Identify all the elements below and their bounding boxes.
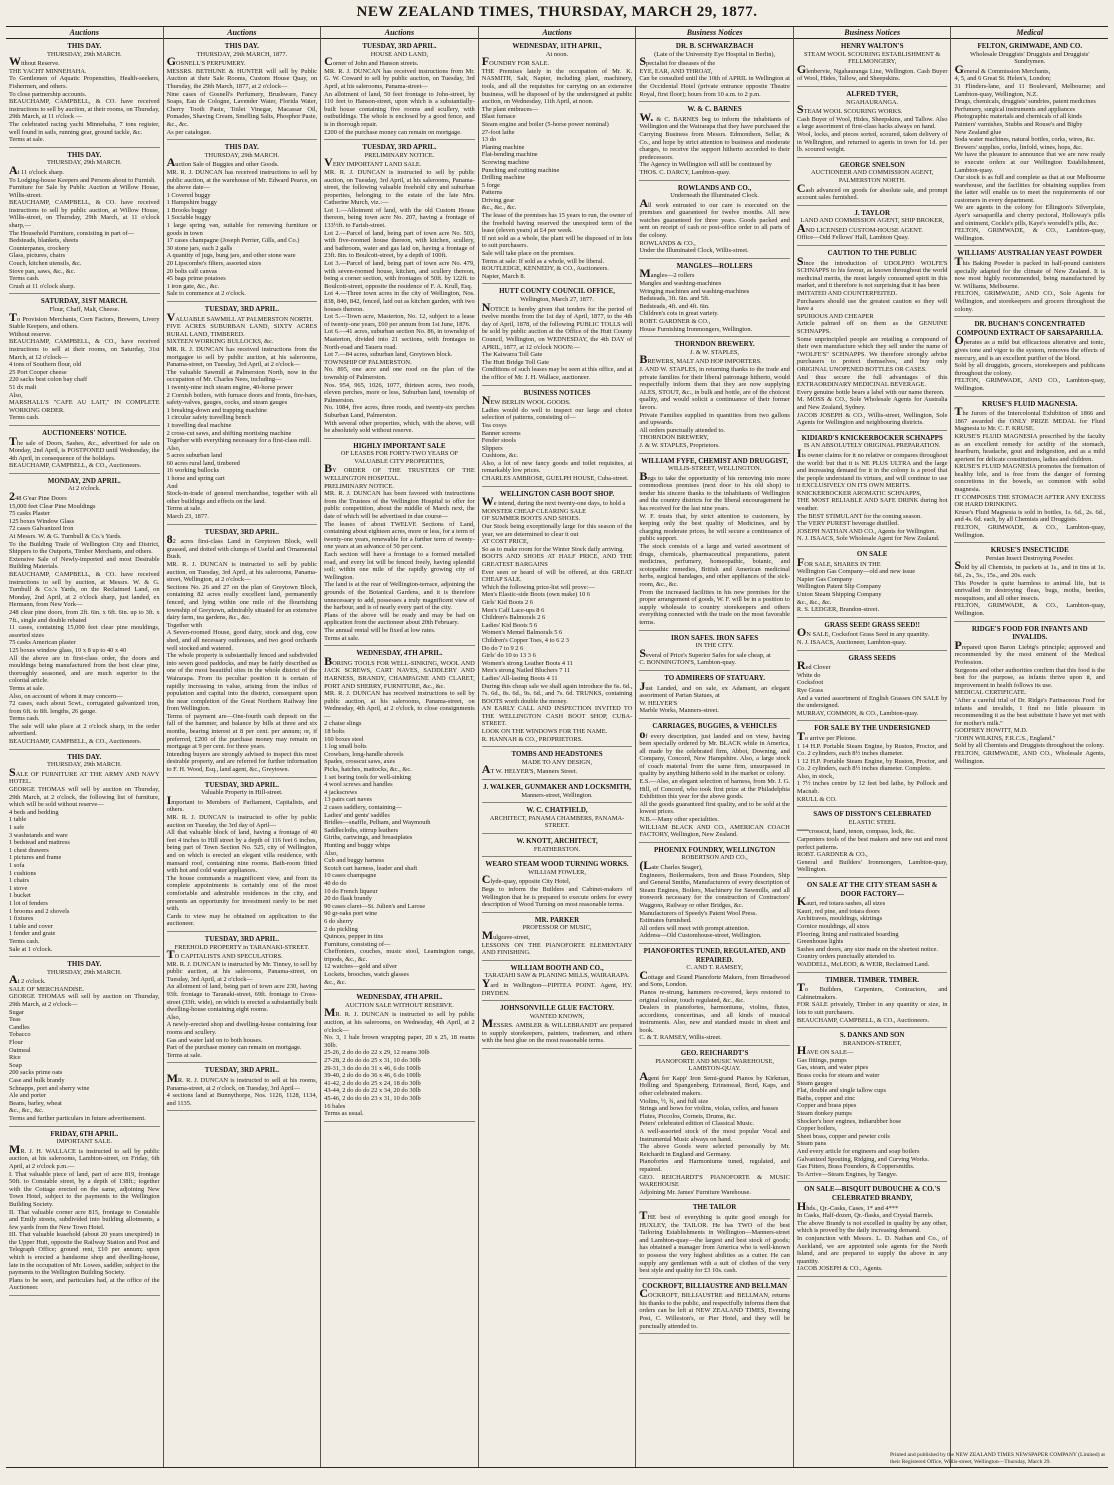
advertisement <box>797 810 948 878</box>
ad-body: Several of Price's Superior Safes for sale cheap, at C. BONNINGTON'S, Lambton-quay. <box>639 645 771 667</box>
ad-title: TUESDAY, 3RD APRIL. <box>204 527 279 536</box>
ad-body: Sold by all Chemists, in packets at 1s., and in tins at 1s. 6d., 2s., 5s., 15s., and 20s. each. This Powder is quite harmless to animal life, but is unrivalled in destroying fleas, bugs, moths, beetles, mosquitoes, and all other insects. FELTON, GRIMWADE, & CO., Lambton-quay, Wellington. <box>954 558 1106 617</box>
ad-body: MR. J. H. WALLACE is instructed to sell by public auction, at his salerooms, Lambton-street, on Friday, 6th April, at 2 o'clock p.m.— I. That valuable piece of land, part of acre 819, frontage 50ft. to Constable street, by a depth of 138ft.; together with the Cottage erected on the same, adjoining New Town Hotel, subject to the payments to the Wellington Building Society. II. That valuable corner acre 815, frontage to Constable and Emily streets, subdivided into building allotments, a few yards from the New Town Hotel. III. That valuable leasehold (about 20 years unexpired) in the Upper Hutt, opposite the Railway Station and Post and Telegraph Office; ground rent, £10 per annum; upon which is erected a handsome shop and dwelling-house, late in the occupation of Mr. Lowes, saddler, subject to the payments to the Wellington Building Society. Plans to be seen, and particulars had, at the office of the Auctioneer. <box>9 1141 160 1292</box>
column-header: Auctions <box>6 27 163 39</box>
ad-title: FELTON, GRIMWADE, AND CO. <box>977 42 1083 50</box>
ad-body: 248 G'ear Pine Doors 15,000 feet Clear Pine Mouldings 75 casks Plaster 125 boxes Window Glass 72 cases Galvanized Iron At Messrs. W. & G. Turnbull & Co.'s Yards. To the Building Trade of Wellington City and District, Shippers to the Outports, Timber Merchants, and others. Extensive Sale of Newly-imported and most Desirable Building Materials. BEAUCHAMP, CAMPBELL, & CO. have received instructions to sell by auction, at Messrs. W. & G. Turnbull & Co.'s Yards, on the Reclaimed Land, on Monday, 2nd April, at 2 o'clock sharp, just landed, ex Hermann, from New York— 248 clear pine doors, from 2ft. 6in. x 6ft. 6in. up to 3ft. x 7ft., single and double rebated 11 cases, containing 15,000 feet clear pine mouldings, assorted sizes 75 casks American plaster 125 boxes window glass, 10 x 8 up to 40 x 40 All the above are in first-class order, the doors and mouldings being manufactured from the best clear pine, thoroughly seasoned, and are much superior to the colonial article. Terms at sale. Also, on account of whom it may concern— 72 cases, each about 5cwt., corrugated galvanized iron, from 6ft. to 8ft. lengths, 26 gauge. Terms cash. The sale will take place at 2 o'clock sharp, in the order advertised. BEAUCHAMP, CAMPBELL, & CO., Auctioneers. <box>9 489 160 746</box>
advertisement <box>482 837 633 857</box>
advertisement <box>9 753 160 957</box>
advertisement <box>9 477 160 750</box>
ad-body: Yard in Wellington—PIPITEA POINT. Agent, HY. DRYDEN. <box>481 975 633 997</box>
ad-body: Cash advanced on goods for absolute sale, and prompt account sales furnished. <box>796 180 948 202</box>
ad-sub: NGAHAURANGA. <box>846 98 899 106</box>
ad-title: WILLIAM BOOTH AND CO., <box>510 963 604 972</box>
ad-body: Auction Sale of Buggies and other Goods. MR. R. J. DUNCAN has received instructions to sell by public auction, at the warehouse of Mr. Edward Pearce, on the above date— 1 Covered buggy 1 Hampshire buggy 1 Brooks buggy 1 Sociable buggy 1 large spring van, suitable for removing furniture or goods in town 17 cases champagne (Joseph Perrier, Gills, and Co.) 30 stone jars, each 2 galls A quantity of jugs, bung jars, and other stone ware 20 Lipscombe's filters, assorted sizes 20 bolts calf canvas 45 bags prime potatoes 1 iron gate, &c., &c. Sale to commence at 2 o'clock. <box>166 155 318 298</box>
ad-body: COCKROFT, BILLIAUSTRE and BELLMAN, returns his thanks to the public, and respectfully informs them that orders can be left at NEW ZEALAND TIMES, Evening Post, C. Willeston's, or Pier Hotel, and they will be punctually attended to. <box>639 1286 790 1330</box>
ad-sub: FREEHOLD PROPERTY in TARANAKI-STREET. <box>174 943 310 951</box>
column-3 <box>320 27 478 1467</box>
ad-title: PIANOFORTES TUNED, REGULATED, AND REPAIRED. <box>643 946 786 964</box>
ad-body: 82 acres first-class Land in Greytown Block, well grassed, and dotted with clumps of Useful and Ornamental Bush. MR. R. J. DUNCAN is instructed to sell by public auction, on Tuesday, 3rd April, at his salerooms, Panama-street, Wellington, at 2 o'clock— Sections No. 26 and 27 on the plan of Greytown Block, containing 82 acres really excellent land, permanently fenced, and lying within one mile of the flourishing township of Greytown, admirably situated for an extensive dairy farm, tea gardens, &c., &c. Together with A Seven-roomed House, good dairy, stock and dog, cow shed, and all necessary outhouses, and two good orchards well stocked and watered. The whole property is substantially fenced and subdivided into seven good paddocks, and may be fairly described as one of the most beautiful sites in the whole district of the Wairarapa. From its peculiar position it is certain of rapidly increasing in value, arising from the influx of population and capital into the district, consequent upon the near completion of the Great Northern Railway line from Wellington. Terms of payment are—One-fourth cash deposit on the fall of the hammer, and balance by bills at three and six months, bearing interest at 8 per cent. per annum; or, if preferred, £200 of the purchase money may remain on mortgage at 9 per cent. for three years. Intending buyers are strongly advised to inspect this most desirable property, and are referred for further information to F. H. Wood, Esq., land agent, &c., Greytown. <box>166 532 318 774</box>
column-2 <box>163 27 321 1467</box>
ad-body: SALE OF FURNITURE AT THE ARMY AND NAVY HOTEL. GEORGE THOMAS will sell by auction on Thursday, 29th March, at 2 o'clock, the following list of furniture, which will be sold without reserve— 4 beds and bedding 1 table 1 safe 3 washstands and ware 1 bedstead and mattress 1 chest drawers 1 pictures and frame 1 sofa 1 cushions 1 chairs 1 stove 1 bucket 1 lot of fenders 1 brooms and 2 shovels 1 fixtures 1 table and cover 1 fender and grate Terms cash. Sale at 1 o'clock. <box>9 764 160 953</box>
advertisement <box>954 625 1105 770</box>
ad-body: Hhds., Qr.-Casks, Cases, 1* and 4*** In Casks, Half-dozen, Qr.-flasks, and Crystal Barrels. The above Brandy is not excelled in quality by any other, which is proved by the daily increasing demand. In conjunction with Messrs. L. D. Nathan and Co., of Auckland, we are appointed sole agents for the North Island, and are prepared to supply the above in any quantity. JACOB JOSEPH & CO., Agents. <box>796 1198 948 1273</box>
column-1 <box>6 27 163 1467</box>
advertisement <box>482 806 633 834</box>
ad-body: Its owner claims for it no relative or compares throughout the world: but that it is NE PLUS ULTRA and the large and increasing demand for it in the colony is a proof that the people understand its virtues, and will continue to use it EXCLUSIVELY ON ITS OWN MERITS. KNICKERBOCKER AROMATIC SCHNAPPS, THE MOST RELIABLE AND SAFE DRINK during hot weather. The BEST STIMULANT for the coming season. The VERY PUREST beverage distilled. JOSEPH NATHAN AND CO., Agents for Wellington. N. J. ISAACS, Sole Wholesale Agent for New Zealand. <box>796 445 948 543</box>
ad-body: FOUNDRY FOR SALE. THE Premises lately in the occupation of Mr. K. NASMITH, Salt, Napier, including plant, machinery, tools, and all the requisites for carrying on an extensive business, will be disposed of by the undersigned at public auction, on Wednesday, 11th April, at noon. The plant embraces— Blast furnace Steam engine and boiler (5-horse power nominal) 27-foot lathe 13 do Planing machine Flat-bending machine Screwing machine Punching and cutting machine Drilling machine 5 forge Patterns Driving gear &c., &c., &c. The lease of the premises has 15 years to run, the owner of the freehold having reserved the unexpired term of the lease (eleven years) at £4 per week. If not sold as a whole, the plant will be disposed of in lots to suit purchasers. Sale will take place on the premises. Terms at sale: If sold as a whole, will be liberal. ROUTLEDGE, KENNEDY, & CO., Auctioneers. Napier, March 8. <box>481 54 633 280</box>
ad-sub: C. AND T. RAMSEY, <box>686 964 743 972</box>
ad-sub: THURSDAY, 29th MARCH. <box>47 968 122 976</box>
ad-title: ON SALE AT THE CITY STEAM SASH & DOOR FACTORY— <box>806 881 938 898</box>
advertisement <box>639 1282 790 1335</box>
ad-sub: (Late of the University Eye Hospital in Berlin), <box>654 50 776 58</box>
ad-body: of every description, just landed and on view, having been specially ordered by Mr. BLACK while in America, all made by the celebrated firm, Abbot, Downing, and Company, Concord, New Hampshire. Also, a large stock of coach material from the same firm, unsurpassed in quality by anything hitherto sold in the market or colony. E.S.—Also, an elegant selection of harness, from Mr. J. G. Hill, of Concord, who took first prize at the Philadelphia Exhibition this year for the above goods. All the goods guaranteed first quality, and to be sold at the lowest prices. N.B.—Many other specialities. WILLIAM BLACK AND CO., AMERICAN COACH FACTORY, Wellington, New Zealand. <box>639 726 790 839</box>
ad-body: ON SALE, Cocksfoot Grass Seed in any quantity. N. J. ISAACS, Auctioneer, Lambton-quay. <box>796 625 930 646</box>
ad-title: DR. BUCHAN'S CONCENTRATED COMPOUND EXTRACT OF SARSAPARILLA. <box>956 320 1103 337</box>
ad-title: THE TAILOR <box>692 1203 737 1212</box>
advertisement <box>482 916 633 961</box>
column-header: Business Notices <box>636 27 793 39</box>
ad-body: Glenbervie, Ngahauranga Line, Wellington. Cash Buyer of Wool, Hides, Tallow, and Sheepskins. <box>796 61 948 83</box>
ad-title: HENRY WALTON'S <box>840 42 904 50</box>
ad-title: TUESDAY, 3RD APRIL. <box>204 780 279 789</box>
ad-sub: PIANOFORTE AND MUSIC WAREHOUSE, LAMBTON-QUAY. <box>655 1057 774 1073</box>
advertisement <box>482 389 633 487</box>
advertisement <box>954 249 1105 317</box>
advertisement <box>797 654 948 722</box>
ad-sub: At noon. <box>545 50 569 58</box>
column-6 <box>793 27 951 1467</box>
ad-title: WELLINGTON CASH BOOT SHOP. <box>499 489 615 498</box>
advertisement <box>167 42 318 140</box>
advertisement <box>797 1031 948 1182</box>
ad-body: Mulgrave-street, LESSONS ON THE PIANOFORTE ELEMENTARY AND FINISHING. <box>481 927 633 957</box>
ad-sub: ELASTIC STEEL <box>848 818 896 826</box>
ad-sub: Wellington, March 27, 1877. <box>520 296 594 303</box>
ad-body: Red Clover White do Cocksfoot Rye Grass And a varied assortment of English Grasses ON SALE by the undersigned. MURRAY, COMMON, & CO., Lambton-quay. <box>796 658 948 717</box>
ad-body: HAVE ON SALE— Gas fittings, pumps Gas, steam, and water pipes Brass cocks for steam and water Steam gauges Flat, double and single tallow cups Baths, copper and zinc Copper and brass pipes Steam donkey pumps Shocker's beer engines, indiarubber hose Copper boilers, Sheet brass, copper and pewter coils Steam pans And every article for engineers and soap boilers Galvanized Spouting, Ridging, and Curving Works. Gas Fitters, Brass Founders, & Coppersmiths. To Arrive—Steam Engines, by Tangye. <box>796 1043 930 1178</box>
ad-title: THORNDON BREWERY. <box>674 340 755 349</box>
ad-body: We intend, during the next twenty-one days, to hold a MONSTER CHEAP CLEARING SALE OF SUMMER BOOTS AND SHOES. Our Stock being exceptionally large for this season of the year, we are determined to clear it out AT COST PRICE, So as to make room for the Winter Stock daily arriving. BOOTS AND SHOES AT HALF PRICE, AND THE GREATEST BARGAINS Ever seen or heard of will be offered, at this GREAT CHEAP SALE. Which the following price-list will prove:— Men's Elastic-side Boots (own make) 10 6 Girls' Kid Boots 2 6 Men's Calf Lace-ups 8 6 Children's Balmorals 2 6 Ladies' Kid Boots 5 6 Women's Memel Balmorals 5 6 Children's Copper Toes, 4 to 6 2 3 Do do 7 to 9 2 6 Girls' do 10 to 13 3 6 Women's strong Leather Boots 4 11 Men's strong Nailed Bluchers 7 11 Ladies' All-lasting Boots 4 11 During this cheap sale we shall again introduce the 6s. 6d., 7s. 6d., 8s. 6d., 9s. 6d., and 7s. 6d. TRUNKS, containing BOOTS worth double the money. AN EARLY CALL AND INSPECTION INVITED TO THE WELLINGTON CASH BOOT SHOP, CUBA-STREET. LOOK ON THE WINDOWS FOR THE NAME. R. HANNAH & CO., PROPRIETORS. <box>481 494 633 743</box>
ad-body: Begs to take the opportunity of his removing into more commodious premises (next door to his old shop) to tender his sincere thanks to the inhabitants of Wellington and the country districts for the liberal encouragement he has received for the last nine years. W. F. trusts that, by strict attention to customers, by keeping only the best quality of Medicines, and by charging moderate prices, he will secure a continuance of public support. The stock consists of a large and varied assortment of drugs, chemicals, pharmaceutical preparations, patent medicines, perfumery, homeopathic, botanic, and scotopathic remedies, British and American medicinal herbs, surgical bandages, and other appliances of the sick-room, &c., &c. From the increased facilities in his new premises for the proper arrangement of goods, W. F. will be in a position to supply wholesale to country storekeepers and others everything connected with the trade on the most favorable terms. <box>639 468 790 626</box>
ad-body: Kauri, red totara sashes, all sizes Kauri, red pine, and totara doors Architraves, mouldings, skirtings Cornice mouldings, all sizes Flooring, lining and rusticated boarding Greenhouse lights Sashes and doors, any size made on the shortest notice. Country orders punctually attended to. WADDELL, McLEOD, & WEIR, Reclaimed Land. <box>796 894 938 968</box>
masthead: NEW ZEALAND TIMES, THURSDAY, MARCH 29, 1877. <box>356 4 758 20</box>
ad-title: DR. B. SCHWARZBACH <box>675 42 754 50</box>
ad-title: TUESDAY, 3RD APRIL. <box>362 143 437 152</box>
ad-body: MESSRS. AMBLER & WILLEBRANDT are prepared to supply storekeepers, painters, tradesmen, and others with the best glue on the most reasonable terms. <box>481 1016 633 1045</box>
ad-body: This Baking Powder is packed in half-pound canisters specially adapted for the climate of New Zealand. It is now most highly recommended, being manufactured by W. Williams, Melbourne. FELTON, GRIMWADE, AND CO., Sole Agents for Wellington, and storekeepers and grocers throughout the colony. <box>954 254 1106 313</box>
ad-body: Operates as a mild but efficacious alterative and tonic, gives tone and vigor to the system, removes the effects of mercury, and is an excellent purifier of the blood. Sold by all druggists, grocers, storekeepers and publicans throughout the colony. FELTON, GRIMWADE, AND CO., Lambton-quay, Wellington. <box>954 333 1106 392</box>
ad-sub: ARCHITECT, PANAMA CHAMBERS, PANAMA-STREET. <box>489 814 625 830</box>
ad-body: Just Landed, and on sale, ex Adamant, an elegant assortment of Parian Statues, at W. HELYER'S Marble Works, Manners-street. <box>639 678 790 715</box>
ad-title: JOHNSONVILLE GLUE FACTORY. <box>500 1004 614 1013</box>
ad-sub: Manners-street, Wellington. <box>521 791 593 799</box>
advertisement <box>324 993 475 1122</box>
advertisement <box>954 42 1105 246</box>
ad-title: GEO. REICHARDT'S <box>680 1049 749 1058</box>
ad-body: THE best of everything is quite good enough for HUXLEY, the TAILOR. He has TWO of the best Tailoring Establishments in Wellington—Manners-street and Lambton-quay—the largest and best stock of goods; has obtained a manager from America who is well-known to possess the very highest abilities as a cutter. He can supply any gentleman with a suit of clothes of the very best style and quality for £3 10s. cash. <box>639 1207 790 1275</box>
ad-sub: TARATAHI SAW & PLANING MILLS, WAIRARAPA. <box>484 972 630 980</box>
ad-sub: J. & W. STAPLES, <box>690 348 740 356</box>
advertisement <box>954 320 1105 396</box>
ad-title: THIS DAY. <box>224 42 259 50</box>
advertisement <box>482 42 633 284</box>
ad-sub: OF LEASES FOR FORTY-TWO YEARS OF VALUABLE CITY PROPERTIES, <box>340 450 459 465</box>
ad-title: THIS DAY. <box>67 960 102 969</box>
ad-body: Agent for Kapp' Iron Semi-grand Pianos by Kirkman, Holling and Spangenberg, Erinsmead, Bord, Kaps, and other celebrated makers. Violins, ½, ¾, and full size Strings and bows for violins, violas, cellos, and basses Flutes, Piccolos, Cornets, Drums, &c. Peters' celebrated edition of Classical Music. A well-assorted stock of the most popular Vocal and Instrumental Music always on hand. The above Goods were selected personally by Mr. Reichardt in England and Germany. Pianofortes and Harmoniums tuned, regulated, and repaired. GEO. REICHARDT'S PIANOFORTE & MUSIC WAREHOUSE Adjoining Mr. James' Furniture Warehouse. <box>639 1068 790 1196</box>
ad-body: Cottage and Grand Pianoforte Makers, from Broadwood and Sons, London. Pianos re-strung, hammers re-covered, keys restored to original colour, touch regulated, &c., &c. Dealers in pianofortes, harmoniums, violins, flutes, accordions, concertinas, and all kinds of musical instruments. Also, new and standard music in sheet and book. C. & T. RAMSEY, Willis-street. <box>639 967 790 1042</box>
ad-title: RIDGE'S FOOD FOR INFANTS AND INVALIDS. <box>971 624 1088 642</box>
ad-title: J. WALKER, GUNMAKER AND LOCKSMITH, <box>483 783 631 792</box>
column-5 <box>635 27 793 1467</box>
advertisement <box>639 634 790 671</box>
advertisement <box>639 262 790 337</box>
ad-title: MANGLES—ROLLERS <box>676 261 753 270</box>
ad-body: Mangles—2 rollers Mangles and washing-machines Wringing machines and washing-machines Bedsteads, 3ft. 6in. and 5ft. Bedsteads, 4ft. and 4ft. 6in. Children's cots in great variety. ROBT. GARDNER & CO., House Furnishing Ironmongers, Wellington. <box>639 266 753 333</box>
advertisement <box>482 860 633 913</box>
column-header: Auctions <box>479 27 636 39</box>
ad-title: KRUSE'S FLUID MAGNESIA. <box>982 399 1078 408</box>
ad-body: The sale of Doors, Sashes, &c., advertised for sale on Monday, 2nd April, is POSTPONED until Wednesday, the 4th April, in consequence of the holidays. BEAUCHAMP, CAMPBELL, & CO., Auctioneers. <box>9 433 160 470</box>
advertisement <box>797 550 948 618</box>
ad-body: To arrive per Pleione. 1 14 H.P. Portable Steam Engine, by Ruston, Proctor, and Co. 2 cylinders, each 8½ inches diameter. 1 12 H.P. Portable Steam Engine, by Ruston, Proctor, and Co. 2 cylinders, each 8½ inches diameter. Complete. Also, in stock, 1 7½ inches centre by 12 feet bed lathe, by Pollock and Macnab. KRULL & CO. <box>796 728 948 803</box>
newspaper-columns <box>6 26 1108 1468</box>
ad-body: Specialist for diseases of the EYE, EAR, AND THROAT, Can be consulted until the 10th of APRIL in Wellington at the Occidental Hotel (private entrance opposite Theatre Royal, first floor); hours from 10 a.m. to 2 p.m. <box>639 54 790 98</box>
ad-body: General & Commission Merchants, 4, 5, and 6 Great St. Helen's, London; 31 Flinders-lane, and 11 Boulevard, Melbourne; and Lambton-quay, Wellington, N.Z. Drugs, chemicals, druggists' sundries, patent medicines Perfumery, surgical instruments and appliances Photographic materials and chemicals of all kinds Painters' varnishes, Stubbs and Rouse's and Bigby New Zealand glue Soda water machines, natural bottles, corks, wires, &c. Brewers' supplies, corks, linfold, wines, hops, &c. We have the pleasure to announce that we are now ready to execute orders at our Wellington Establishment, Lambton-quay. Our stock is as full and complete as that at our Melbourne warehouse, and the facilities for obtaining supplies from the latter will enable us to meet the requirements of our customers in every department. We are agents in the colony for Ellington's Silverplate, Ayer's sarsaparilla and cherry pectoral, Holloway's pills and ointment, Cockle's pills, Kaye's worsdell's pills, &c. FELTON, GRIMWADE, & CO., Lambton-quay, Wellington. <box>954 61 1106 242</box>
advertisement <box>639 340 790 453</box>
ad-title: J. TAYLOR <box>854 208 891 217</box>
ad-title: ON SALE <box>856 550 888 559</box>
ad-title: WEARO STEAM WOOD TURNING WORKS. <box>485 860 629 869</box>
ad-body: AT W. HELYER'S, Manners Street. <box>481 762 578 777</box>
ad-title: HUTT COUNTY COUNCIL OFFICE, <box>499 287 615 296</box>
ad-sub: THURSDAY, 29th MARCH. <box>47 50 122 58</box>
ad-sub: IS AN ABSOLUTELY ORIGINAL PREPARATION. <box>803 442 941 450</box>
ad-body: The Jurors of the Intercolonial Exhibition of 1866 and 1867 awarded the ONLY PRIZE MEDAL for Fluid Magnesia to Mr. C. F. KRUSE. KRUSE'S FLUID MAGNESIA prescribed by the faculty as an excellent remedy for acidity of the stomach, heartburn, headache, gout and indigestion, and as a mild aperient for delicate constitutions, ladies and children. KRUSE'S FLUID MAGNESIA promotes the formation of healthy bile, and is free from the danger of forming concretions in the bowels, so common with solid magnesia. IT COMPOSES THE STOMACH AFTER ANY EXCESS OR HARD DRINKING. Kruse's Fluid Magnesia is sold in bottles, 1s. 6d., 2s. 6d., and 4s. 6d. each, by all Chemists and Druggists. FELTON, GRIMWADE, & CO., Lambton-quay, Wellington. <box>954 404 1106 539</box>
ad-body: STEAM WOOL SCOURING WORKS. Cash Buyer of Wool, Hides, Sheepskins, and Tallow. Also a large assortment of first-class hacks always on hand. Wool, locks, and pieces sorted, scoured, taken delivery of in Wellington, and returned to agents in town for 1d. per lb. scoured weight. <box>796 102 948 154</box>
advertisement <box>324 143 475 439</box>
ad-body: Without Reserve. THE YACHT MINNEHAHA. To Gentlemen of Aquatic Propensities, Health-seekers, Fishermen, and others. To close partnership accounts. BEAUCHAMP, CAMPBELL, & CO. have received instructions to sell by auction, at their rooms, on Thursday, 29th March, at 11 o'clock — The celebrated racing yacht Minnehaha, 7 tons register, well found in sails, running gear, ground tackle, &c. Terms at sale. <box>9 54 160 144</box>
ad-title: MONDAY, 2ND APRIL. <box>47 476 121 485</box>
ad-body: To Builders, Carpenters, Contractors, and Cabinetmakers. FOR SALE privately, Timber in any quantity or size, in lots to suit purchasers. BEAUCHAMP, CAMPBELL, & CO., Auctioneers. <box>796 980 948 1024</box>
ad-sub: IMPORTANT SALE. <box>56 1138 113 1146</box>
advertisement <box>639 947 790 1046</box>
ad-sub: MADE TO ANY DESIGN, <box>521 758 593 766</box>
ad-title: WEDNESDAY, 11TH APRIL, <box>512 42 602 50</box>
ad-title: GRASS SEED! GRASS SEED!! <box>824 620 920 629</box>
ad-body: GOSNELL'S PERFUMERY. MESSRS. BETHUNE & HUNTER will sell by Public Auction at their Sale Rooms, Custom House Quay, on Thursday, the 29th March, 1877, at 2 o'clock— Nine cases of Gosnell's Perfumery, Brushware, Fancy Soaps, Eau de Cologne, Lavender Water, Florida Water, Cherry Tooth Paste, Toilet Vinegar, Macassar Oil, Pomades, Shaving Cream, Smelling Salts, Phosphor Paste, &c., &c. As per catalogue. <box>166 54 318 136</box>
ad-title: WILLIAM FYFE, CHEMIST AND DRUGGIST, <box>641 456 788 465</box>
ad-title: FOR SALE BY THE UNDERSIGNED <box>814 724 931 733</box>
ad-body: Prepared upon Baron Liebig's principle; approved and recommended by the most eminent of the Medical Profession. Surgeons and other authorities confirm that this food is the best for the purpose, as infants thrive upon it, and improvement in health follows its use. MEDICAL CERTIFICATE. "After a careful trial of Dr. Ridge's Farinaceous Food for infants and invalids, I find no little pleasure in recommending it as the best substitute I have yet met with for mother's milk." GODFREY HOWITT, M.D. "JOHN WILKINS, F.R.C.S., England." Sold by all Chemists and Druggists throughout the colony. FELTON, GRIMWADE, AND CO., Wholesale Agents, Wellington. <box>954 637 1106 765</box>
ad-body: MR. R. J. DUNCAN is instructed to sell at his rooms, Panama-street, at 2 o'clock, on Tuesday, 3rd April— 4 sections land at Bunnythorpe, Nos. 1126, 1128, 1134, and 1135. <box>166 1071 318 1107</box>
ad-body: VERY IMPORTANT LAND SALE. MR. R. J. DUNCAN is instructed to sell by public auction, on Tuesday, 3rd April, at his salerooms, Panama-street, the following valuable freehold city and suburban properties, belonging to the estate of the late Mrs. Catherine Murch, viz.:— Lot 1.—Allotment of land, with the old Custom House thereon, being town acre No. 207, having a frontage of 133½ft. to Farish-street. Lot 2.—Parcel of land, being part of town acre No. 503, with five-roomed house thereon, with kitchen, scullery, and bathroom, water and gas laid on, having a frontage of 23ft. 8in. to Boulcott-street, by a depth of 100ft. Lot 3.—Parcel of land, being part of town acre No. 479, with seven-roomed house, kitchen, and scullery thereon, being a corner section, with frontages of 50ft. by 122ft. to Boulcott-street, opposite the residence of F. A. Krull, Esq. Lot 4.—Three town acres in the city of Wellington, Nos. 838, 840, 842, fenced, laid out as kitchen garden, with two houses thereon. Lot 5.—Town acre, Masterton, No. 12, subject to a lease of twenty-one years, £60 per annum from 1st June, 1876. Lot 6.—41 acres, suburban section No. 86, in township of Masterton, divided into 21 sections, with frontages to North-road and Taueru road. Lot 7.—84 acres, suburban land, Greytown block. TOWNSHIP OF PALMERSTON. No. 895, one acre and one rood on the plan of the township of Palmerston. Nos. 954, 965, 1026, 1077, thirteen acres, two roods, eleven perches, more or less, Suburban land, township of Palmerston. No. 1084, five acres, three roods, and twenty-six perches Suburban Land, Palmerston. With several other properties, which, with the above, will be absolutely sold without reserve. <box>324 155 475 435</box>
ad-body: Clyde-quay, opposite City Hotel, Begs to inform the Builders and Cabinet-makers of Wellington that he is prepared to execute orders for every description of Wood Turning on most reasonable terms. <box>481 872 633 909</box>
ad-title: TUESDAY, 3RD APRIL. <box>204 305 279 313</box>
ad-title: TUESDAY, 3RD APRIL. <box>204 934 279 943</box>
advertisement <box>639 42 790 102</box>
ad-sub: Persian Insect Destroying Powder. <box>985 554 1074 562</box>
advertisement <box>797 621 948 651</box>
advertisement <box>797 249 948 431</box>
ad-body: BY ORDER OF THE TRUSTEES OF THE WELLINGTON HOSPITAL. PRELIMINARY NOTICE. MR. R. J. DUNCAN has been favored with instructions from the Trustees of the Wellington Hospital to offer for public competition, about the middle of March next, the date of which will be advertised in due course— The leases of about TWELVE Sections of Land, containing about eighteen acres, more or less, for a term of twenty-one years, renewable for a further term of twenty-one years at an advance of 50 per cent. Each section will have a frontage to a formed metalled road, and every lot will be fenced freely, having splendid soil; within one mile of the rapidly growing city of Wellington. The land is at the rear of Wellington-terrace, adjoining the grounds of the Botanical Gardens, and it is therefore unnecessary to add, possesses a truly magnificent view of the harbour, and is of nearly every part of the city. Plans of the above will be ready and may be had on application from the auctioneer about 20th February. The annual rental will be fixed at low rates. Terms at sale. <box>324 461 475 642</box>
ad-body: Corner of John and Hanson streets. MR. R. J. DUNCAN has received instructions from Mr. G. W. Coward to sell by public auction, on Tuesday, 3rd April, at his salerooms, Panama-street— An allotment of land, 50 feet frontage to John-street, by 110 feet to Hanson-street, upon which is a substantially-built house containing five rooms and scullery, with outbuildings. The whole is enclosed by a good fence, and is in thorough repair. £200 of the purchase money can remain on mortgage. <box>324 54 475 136</box>
ad-title: GEORGE SNELSON <box>839 160 905 169</box>
advertisement <box>167 528 318 778</box>
ad-body: BORING TOOLS FOR WELL-SINKING, WOOL AND JACK SCREWS, CART NAVES, SADDLERY AND HARNESS, BRANDY, CHAMPAGNE AND CLARET, PORT AND SHERRY, FURNITURE, &c., &c. MR. R. J. DUNCAN has received instructions to sell by public auction, at his salerooms, Panama-street, on Wednesday, 4th April, at 2 o'clock, to close consignments— 2 chaise slings 18 bolts 160 boxes steel 1 log small bolts Crowbars, long-handle shovels Spades, crosscut saws, axes Picks, hatches, mattocks, &c., &c. 1 set boring tools for well-sinking 4 wool screws and handles 4 jackscrews 13 pairs cart naves 2 cases saddlery, containing— Ladies' and gents' saddles Bridles—snaffle, Pelham, and Waymouth Saddlecloths, stirrup leathers Girths, cartwings, and breastplates Hunting and buggy whips Also, Cub and buggy harness Scotch cart harness, leader and shaft 10 cases champagne 40 do do 10 do French liqueur 20 do flask brandy 90 cases claret—St. Julien's and Larose 90 gr-oaks port wine 6 do sherry 2 do pickling Quinces, pepper in tins Furniture, consisting of— Cheffoniers, couches, music stool, Leamington range, tripods, &c., &c. 12 watches—gold and silver Lockets, brooches, watch glasses &c., &c. <box>324 653 475 986</box>
ad-title: BUSINESS NOTICES <box>523 388 591 397</box>
ad-body: BREWERS, MALT AND HOP IMPORTERS. J. AND W. STAPLES, in returning thanks to the trade and private families for their liberal patronage hitherto, would respectfully inform them that they are now supplying ALES, STOUT, &c., in bulk and bottle, are of the choicest quality, and would solicit a continuance of their former favors. Private Families supplied in quantities from two gallons and upwards. All orders punctually attended to. THORNDON BREWERY, J. & W. STAPLES, Proprietors. <box>639 352 790 449</box>
advertisement <box>954 400 1105 544</box>
ad-sub: At 2 o'clock. <box>68 485 101 493</box>
advertisement <box>639 184 790 259</box>
ad-title: COCKROFT, BILLIAUSTRE AND BELLMAN <box>642 1281 788 1290</box>
column-4 <box>478 27 636 1467</box>
ad-title: TUESDAY, 3RD APRIL. <box>204 1066 279 1075</box>
ad-body: At 11 o'clock sharp. To Lodging-house Keepers and Persons about to Furnish. Furniture for Sale by Public Auction at Willow House, Willis-street. BEAUCHAMP, CAMPBELL, & CO. have received instructions to sell by public auction, at Willow House, Willis-street, on Thursday, 29th March, at 11 o'clock sharp,— The Household Furniture, consisting in part of— Bedsteads, blankets, sheets Counterpanes, crockery Glass, pictures, chairs Couch, kitchen utensils, &c. Stove pan, saws, &c., &c. Terms cash. Crush at 11 o'clock sharp. <box>9 162 160 290</box>
advertisement <box>482 287 633 385</box>
advertisement <box>482 490 633 748</box>
advertisement <box>167 1066 318 1111</box>
ad-title: THIS DAY. <box>67 150 102 159</box>
ad-title: SAWS OF DISSTON'S CELEBRATED <box>813 810 932 819</box>
ad-title: TIMBER. TIMBER. TIMBER. <box>825 975 920 984</box>
advertisement <box>639 1049 790 1200</box>
ad-sub: AUCTION SALE WITHOUT RESERVE. <box>345 1001 454 1009</box>
column-header: Auctions <box>164 27 321 39</box>
ad-title: SATURDAY, 31ST MARCH. <box>40 297 128 306</box>
ad-body: NOTICE is hereby given that tenders for the period of twelve months from the 1st day of April, 1877, to the 4th day of April, 1878, of the following PUBLIC TOLLS will be sold by public auction at the Office of the Hutt County Council, Wellington, on WEDNESDAY, the 4th DAY of APRIL, 1877, at 12 o'clock NOON:— The Kaiwarra Toll Gate The Hutt Bridge Toll Gate Conditions of such leases may be seen at this office, and at the office of Mr. J. H. Wallace, auctioneer. <box>481 299 633 381</box>
column-header: Medical <box>951 27 1108 39</box>
ad-sub: PROFESSOR OF MUSIC, <box>522 924 592 932</box>
advertisement <box>9 297 160 426</box>
ad-title: TUESDAY, 3RD APRIL. <box>362 42 437 50</box>
ad-sub: HOUSE AND LAND, <box>370 50 429 58</box>
ad-title: FRIDAY, 6TH APRIL. <box>50 1129 119 1138</box>
advertisement <box>482 1004 633 1049</box>
ad-sub: WANTED KNOWN, <box>529 1012 585 1020</box>
advertisement <box>167 305 318 525</box>
advertisement <box>639 846 790 944</box>
ad-sub: Wholesale Druggists' Druggists and Druggists' Sundrymen. <box>970 50 1090 66</box>
ad-body: FOR SALE, SHARES IN THE Wellington Gas Company—old and new issue Napier Gas Company Wellington Patent Slip Company Union Steam Shipping Company &c., &c., &c. R. S. LEDGER, Brandon-street. <box>796 554 916 614</box>
ad-title: THIS DAY. <box>67 42 102 50</box>
ad-sub: THURSDAY, 29th MARCH. <box>204 151 280 159</box>
ad-body: VALUABLE SAWMILL AT PALMERSTON NORTH. FIVE ACRES SUBURBAN LAND, SIXTY ACRES RURAL LAND, TIMBERED. SIXTEEN WORKING BULLOCKS, &c. MR. R. J. DUNCAN has received instructions from the mortgagee to sell by public auction, at his salerooms, Panama-street, on Tuesday, 3rd April, at 2 o'clock— The valuable Sawmill at Palmerston North, now in the occupation of Mr. Charles Nees, including— 1 twenty-nine inch steam engine, 40-horse power 2 Cornish boilers, with furnace doors and fronts, fire-bars, safety-valves, gauges, cocks, and steam gauges 1 breaking-down and trapping machine 1 circular safety travelling bench 1 travelling deal machine 2 cross-cut saws, and shifting mortising machine Together with everything necessary for a first-class mill. Also, 5 acres suburban land 60 acres rural land, timbered 16 working bullocks 1 horse and spring cart And Stock-in-trade of general merchandise, together with all other buildings and effects on the land. Terms at sale. March 23, 1877. <box>166 309 318 521</box>
ad-sub: THURSDAY, 29th MARCH. <box>47 159 122 167</box>
advertisement <box>482 750 633 780</box>
advertisement <box>324 442 475 646</box>
advertisement <box>9 429 160 474</box>
ad-sub: THURSDAY, 29th MARCH. <box>47 761 122 769</box>
imprint-footer: Printed and published by the NEW ZEALAND TIMES NEWSPAPER COMPANY (Limited) at their Registered Office, Willis-street, Wellington—Thursday, March 29. <box>890 1452 1105 1465</box>
ad-body: All work entrusted to our care is executed on the premises and guaranteed for twelve months. All new watches guaranteed for three years. Goods packed and sent on receipt of cash or post-office order to all parts of the colony. ROWLANDS & CO., Under the Illuminated Clock, Willis-street. <box>639 195 790 255</box>
ad-body: Important to Members of Parliament, Capitalists, and others. MR. R. J. DUNCAN is instructed to offer by public auction on Tuesday, the 3rd day of April— All that valuable block of land, having a frontage of 40 feet 4 inches to Hill street by a depth of 116 feet 6 inches, being part of Town Section No. 525, city of Wellington, and on which is erected an elegant villa residence, with mansard roof, containing nine rooms. Bath-room fitted with hot and cold water appliances. The house commands a magnificent view, and from its complete appointments is certainly one of the most comfortable and admirable residences in the city, and presents an opportunity for investment rarely to be met with. Cards to view may be obtained on application to the auctioneer. <box>166 792 318 928</box>
advertisement <box>797 434 948 547</box>
advertisement <box>9 960 160 1126</box>
ad-title: AUCTIONEERS' NOTICE. <box>42 428 127 437</box>
advertisement <box>324 42 475 140</box>
ad-title: KIDIARD'S KNICKERBOCKER SCHNAPPS <box>801 433 943 442</box>
column-7 <box>950 27 1108 1467</box>
ad-sub: AUCTIONEER AND COMMISSION AGENT, PALMERSTON NORTH. <box>810 169 934 184</box>
advertisement <box>797 42 948 87</box>
advertisement <box>167 781 318 932</box>
ad-body: NEW BERLIN WOOL GOODS. Ladies would do well to inspect our large and choice selection of patterns, consisting of— Tea cosys Banner screens Fender stools Slippers Cushions, &c. Also, a lot of new fancy goods and toilet requisites, at remarkably low prices. CHARLES AMBROSE, GUELPH HOUSE, Cuba-street. <box>481 393 633 483</box>
ad-sub: LAND AND COMMISSION AGENT, SHIP BROKER, <box>800 217 944 225</box>
ad-title: KRUSE'S INSECTICIDE <box>990 546 1069 555</box>
ad-title: W. KNOTT, ARCHITECT, <box>516 837 598 845</box>
ad-title: CAUTION TO THE PUBLIC <box>827 249 917 258</box>
ad-sub: STEAM WOOL SCOURING ESTABLISHMENT & FELLMONGERY, <box>803 50 941 66</box>
column-header: Auctions <box>321 27 478 39</box>
advertisement <box>954 546 1105 621</box>
ad-title: ON SALE—BISQUIT DUBOUCHE & CO.'S CELEBRATED BRANDY, <box>804 1185 941 1202</box>
ad-body: Since the introduction of UDOLPHO WOLFE'S SCHNAPPS to his favour, as known throughout the world medicinal merits, the most largely consumed spirit in this market, and it therefore is not surprising that it has been IMITATED AND COUNTERFEITED. Purchasers should use the greatest caution so they will have a SPURIOUS AND CHEAPER Article palmed off on them as the GENUINE SCHNAPPS. Some unprincipled people are retailing a compound of their own manufacture which they sell under the name of "WOLFE'S" SCHNAPPS. We therefore strongly advise purchasers to protect themselves, and buy only ORIGINAL UNOPENED BOTTLES OR CASES. And thus secure the full advantages of this EXTRAORDINARY MEDICINAL BEVERAGE. Every genuine bottle bears a label with our name thereon. M. MOSS & CO., Sole Wholesale Agents for Australia and New Zealand, Sydney. JACOB JOSEPH & CO., Willis-street, Wellington, Sole Agents for Wellington and neighbouring districts. <box>796 253 948 427</box>
ad-title: HIGHLY IMPORTANT SALE <box>353 441 446 450</box>
advertisement <box>324 649 475 990</box>
advertisement <box>797 881 948 973</box>
ad-body: At 2 o'clock. SALE OF MERCHANDISE. GEORGE THOMAS will sell by auction on Thursday, 29th March, at 2 o'clock— Sugar Teas Candles Tobacco Flour Oatmeal Rice Soap 200 sacks prime oats Case and bulk brandy Schnapps, port and sherry wine Ale and porter Beans, barley, wheat &c., &c., &c. Terms and further particulars in future advertisement. <box>9 972 160 1122</box>
ad-body: TO CAPITALISTS AND SPECULATORS. MR. R. J. DUNCAN is instructed by Mr. Tinney, to sell by public auction, at his salerooms, Panama-street, on Tuesday, 3rd April, at 2 o'clock— An allotment of land, being part of town acre 230, having 93ft. frontage to Taranaki-street, 69ft. frontage to Cross-street (33ft. wide), on which is erected a substantially built dwelling-house containing eight rooms. Also, A newly-erected shop and dwelling-house containing four rooms and scullery. Gas and water laid on to both houses. Part of the purchase money can remain on mortgage. Terms at sale. <box>166 947 318 1059</box>
ad-title: TOMBS AND HEADSTONES <box>511 750 603 759</box>
ad-title: TO ADMIRERS OF STATUARY. <box>664 673 765 682</box>
ad-title: ROWLANDS AND CO., <box>677 183 752 192</box>
advertisement <box>482 964 633 1001</box>
ad-body: (Late Charles Seager), Engineers, Boilermakers, Iron and Brass Founders, Ship and General Smiths, Manufacturers of every description of Steam Engines, Boilers, Machinery for Sawmills, and all ironwork necessary for the construction of Contractors' Waggons, Railway or other Bridges, &c. Manufacturers of Speedy's Patent Wool Press. Estimates furnished. All orders will meet with prompt attention. Address—Old Customhouse-street, Wellington. <box>639 858 790 940</box>
ad-title: PHOENIX FOUNDRY, WELLINGTON <box>654 845 776 854</box>
ad-title: GRASS SEEDS <box>848 653 896 662</box>
advertisement <box>797 724 948 807</box>
advertisement <box>797 976 948 1029</box>
advertisement <box>9 151 160 295</box>
ad-title: WEDNESDAY, 4TH APRIL. <box>356 993 443 1002</box>
ad-sub: WILLIAM FOWLER, <box>528 868 586 876</box>
advertisement <box>9 1130 160 1296</box>
ad-body: To Provision Merchants, Corn Factors, Brewers, Livery Stable Keepers, and others. Without reserve. BEAUCHAMP, CAMPBELL, & CO., have received instructions to sell at their rooms, on Saturday, 31st March, at 12 o'clock— 4 tons of Southern flour, old 25 Port Cooper cheese 220 sacks best colon bay chaff 51 dx malt Also, MARSHALL'S "CAFE AU LAIT," IN COMPLETE WORKING ORDER. Terms cash. <box>9 309 160 422</box>
ad-title: MR. PARKER <box>534 915 580 924</box>
advertisement <box>639 1203 790 1278</box>
advertisement <box>167 935 318 1064</box>
advertisement <box>482 783 633 803</box>
ad-title: W. & C. BARNES <box>687 105 742 114</box>
ad-sub: PRELIMINARY NOTICE. <box>364 151 435 159</box>
column-header: Business Notices <box>794 27 951 39</box>
ad-sub: THURSDAY, 29th MARCH, 1877. <box>196 50 288 58</box>
ad-title: WILLIAMS' AUSTRALIAN YEAST POWDER <box>957 249 1103 258</box>
ad-sub: BRANDON-STREET, <box>843 1039 902 1047</box>
advertisement <box>797 90 948 158</box>
ad-body: MR. R. J. DUNCAN is instructed to sell by public auction, at his salerooms, on Wednesday, 4th April, at 2 o'clock— No. 3, 1 bale brown wrapping paper, 20 x 25, 18 reams 30lb. 25-26, 2 do do do 22 x 29, 12 reams 30lb 27-28, 2 do do do 25 x 31, 10 do 30lb 29-31, 3 do do do 31 x 46, 6 do 100lb 39-40, 2 do do do 36 x 46, 6 do 100lb 41-42, 2 do do do 25 x 24, 18 do 30lb 43-44, 2 do do do 22 x 34, 20 do 30lb 45-46, 2 do do do 23 x 31, 10 do 30lb 16 bales Terms as usual. <box>324 1005 475 1118</box>
ad-title: ALFRED TYER, <box>846 89 898 98</box>
ad-sub: Flour, Chaff, Malt, Cheese. <box>49 306 120 313</box>
ad-title: THIS DAY. <box>224 143 259 152</box>
ad-sub: FEATHERSTON. <box>533 845 581 853</box>
ad-title: IRON SAFES. IRON SAFES <box>671 633 759 642</box>
ad-body: —crosscut, hand, tenon, compass, lock, &c. Carpenters tools of the best makers and new out and most perfect patterns. ROBT. GARDNER & CO., General and Builders' Ironmongers, Lambton-quay, Wellington. <box>796 822 948 874</box>
advertisement <box>167 143 318 302</box>
advertisement <box>797 209 948 246</box>
ad-title: THIS DAY. <box>67 752 102 761</box>
ad-title: W. C. CHATFIELD, <box>526 806 588 815</box>
ad-sub: IN THE CITY. <box>695 642 734 650</box>
advertisement <box>639 674 790 719</box>
ad-sub: WILLIS-STREET, WELLINGTON. <box>667 465 762 473</box>
ad-title: S. DANKS AND SON <box>839 1031 905 1040</box>
advertisement <box>9 42 160 148</box>
ad-body: W. & C. BARNES beg to inform the inhabitants of Wellington and the Wairarapa that they have purchased the Carrying Business from Messrs. Edmondson, Sellar, & Co., and hope by strict attention to business and moderate charges, to receive the support hitherto accorded to their predecessors. The Agency in Wellington will still be continued by THOS. C. DARCY, Lambton-quay. <box>639 109 790 176</box>
advertisement <box>639 722 790 843</box>
advertisement <box>797 161 948 206</box>
ad-title: CARRIAGES, BUGGIES, & VEHICLES <box>652 721 777 730</box>
ad-sub: Underneath the Illuminated Clock. <box>670 192 759 200</box>
ad-title: WEDNESDAY, 4TH APRIL. <box>356 649 443 658</box>
advertisement <box>797 1185 948 1277</box>
ad-body: AND LICENSED CUSTOM-HOUSE AGENT. Office—Odd Fellows' Hall, Lambton Quay. <box>796 220 923 242</box>
ad-sub: Valuable Property in Hill-street. <box>201 789 283 797</box>
advertisement <box>639 105 790 180</box>
advertisement <box>639 457 790 631</box>
ad-sub: ROBERTSON AND CO., <box>681 854 748 862</box>
